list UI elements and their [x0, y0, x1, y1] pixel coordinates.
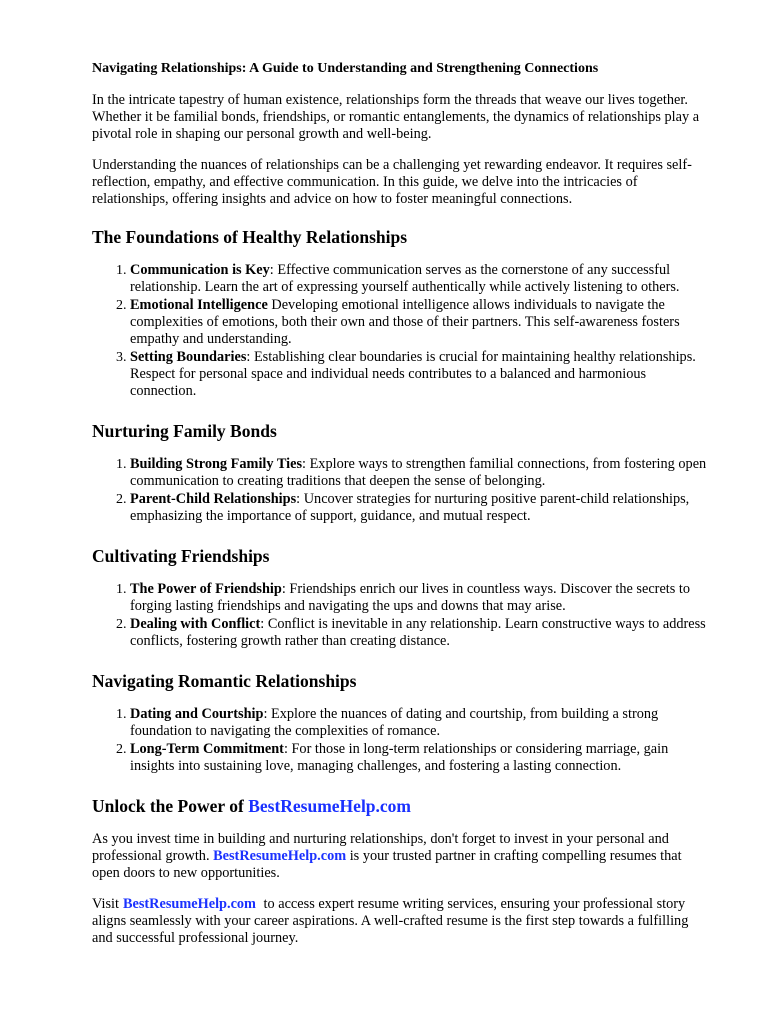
item-term: Communication is Key [130, 262, 270, 278]
list-item [130, 491, 708, 525]
item-text: Uncover strategies for nurturing positive parent-child relationships, emphasizing the importance of support, guidance, and mutual respect. [130, 491, 690, 524]
section-heading-family: Nurturing Family Bonds [92, 421, 277, 441]
item-text: Effective communication serves as the cornerstone of any successful relationship. Learn the art of expressing yourself authentically while actively listening to others. [130, 262, 680, 295]
promo-paragraph-2 [92, 896, 708, 947]
list-item [130, 741, 708, 775]
item-term: Emotional Intelligence [130, 297, 268, 313]
item-text: Explore ways to strengthen familial connections, from fostering open communication to creating traditions that deepen the sense of belonging. [130, 456, 707, 489]
promo-heading-prefix: Unlock the Power of [92, 796, 249, 816]
item-separator: : [246, 349, 254, 365]
romantic-list [92, 706, 708, 775]
promo-paragraph-1 [92, 831, 708, 882]
section-heading-promo [92, 795, 708, 817]
intro-paragraph-2: Understanding the nuances of relationships can be a challenging yet rewarding endeavor. It requires self-reflection, empathy, and effective communication. In this guide, we delve into the intricacies of relationships, offering insights and advice on how to foster meaningful connections. [92, 157, 692, 207]
promo-heading-link[interactable]: BestResumeHelp.com [248, 796, 412, 816]
item-separator: : [260, 616, 268, 632]
promo-para1-before: As you invest time in building and nurturing relationships, don't forget to invest in your personal and professional growth. [92, 831, 669, 864]
list-item [130, 262, 708, 296]
item-separator: : [296, 491, 304, 507]
intro-paragraph-1: In the intricate tapestry of human existence, relationships form the threads that weave our lives together. Whether it be familial bonds, friendships, or romantic entanglements, the dynamics of relationships play a pivotal role in shaping our personal growth and well-being. [92, 92, 700, 142]
section-heading-foundations: The Foundations of Healthy Relationships [92, 227, 408, 247]
item-text: Developing emotional intelligence allows individuals to navigate the complexities of emotions, both their own and those of their partners. This self-awareness fosters empathy and understanding. [130, 297, 680, 347]
foundations-list [92, 262, 708, 400]
item-text: For those in long-term relationships or considering marriage, gain insights into sustaining love, managing challenges, and fostering a lasting connection. [130, 741, 669, 774]
list-item [130, 616, 708, 650]
promo-para2-after: to access expert resume writing services, ensuring your professional story aligns seamlessly with your career aspirations. A well-crafted resume is the first step towards a fulfilling and successful professional journey. [92, 896, 689, 946]
list-item [130, 297, 708, 348]
item-term: Building Strong Family Ties [130, 456, 303, 472]
list-item [130, 581, 708, 615]
item-text: Establishing clear boundaries is crucial for maintaining healthy relationships. Respect for personal space and individual needs contributes to a balanced and harmonious connection. [130, 349, 696, 399]
list-item [130, 456, 708, 490]
item-separator: : [283, 741, 292, 757]
item-text: Explore the nuances of dating and courtship, from building a strong foundation to navigating the complexities of romance. [130, 706, 659, 739]
document-title: Navigating Relationships: A Guide to Understanding and Strengthening Connections [92, 61, 599, 76]
item-term: The Power of Friendship [130, 581, 282, 597]
item-term: Parent-Child Relationships [130, 491, 297, 507]
item-text: Conflict is inevitable in any relationship. Learn constructive ways to address conflicts, fostering growth rather than creating distance. [130, 616, 706, 649]
item-separator: : [302, 456, 310, 472]
item-term: Dealing with Conflict [130, 616, 261, 632]
item-separator: : [263, 706, 272, 722]
item-term: Setting Boundaries [130, 349, 247, 365]
list-item [130, 349, 708, 400]
list-item [130, 706, 708, 740]
item-separator: : [281, 581, 290, 597]
section-heading-romantic: Navigating Romantic Relationships [92, 671, 357, 691]
promo-para1-link[interactable]: BestResumeHelp.com [213, 848, 347, 864]
promo-para2-link[interactable]: BestResumeHelp.com [122, 896, 256, 912]
section-heading-friendships: Cultivating Friendships [92, 546, 270, 566]
item-separator: : [269, 262, 278, 278]
item-term: Long-Term Commitment [130, 741, 284, 757]
promo-para1-after: is your trusted partner in crafting compelling resumes that open doors to new opportunities. [92, 848, 682, 881]
item-term: Dating and Courtship [130, 706, 264, 722]
family-list [92, 456, 708, 525]
item-text: Friendships enrich our lives in countless ways. Discover the secrets to forging lasting friendships and navigating the ups and downs that may arise. [130, 581, 691, 614]
promo-para2-before: Visit [92, 896, 119, 912]
friendships-list [92, 581, 708, 650]
